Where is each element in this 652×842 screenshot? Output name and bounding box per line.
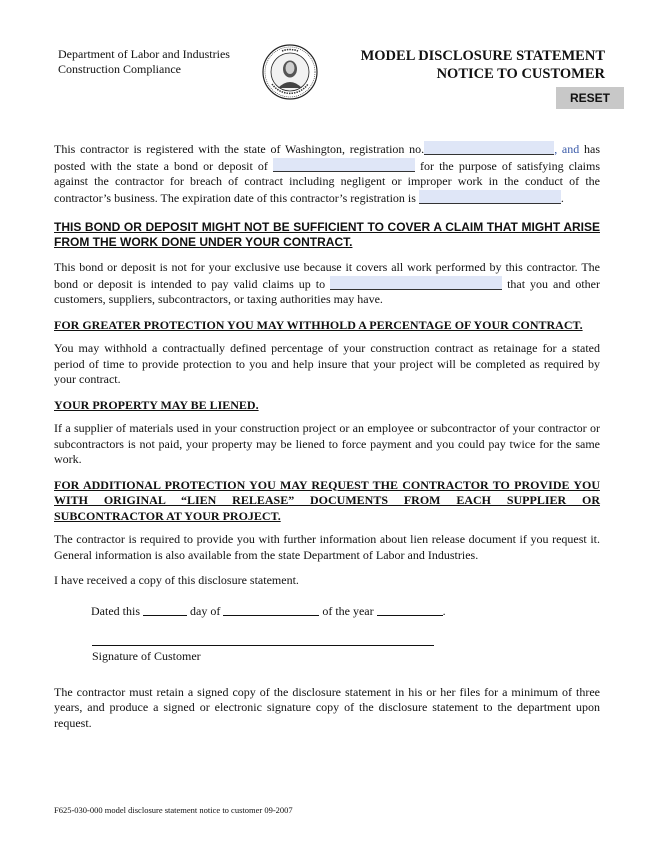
lien-paragraph: If a supplier of materials used in your construction project or an employee or subcontractor of your contractor or subcontractors is not paid, your property may be liened to force payment and you could pay twice for the same work. — [54, 421, 600, 466]
lien-release-paragraph: The contractor is required to provide you with further information about lien release document if you request it. General information is also available from the state Department of Labor and Industries. — [54, 532, 600, 562]
registration-number-field[interactable] — [424, 141, 554, 155]
bond-paragraph — [54, 260, 600, 308]
bond-text-2: that you and other customers, suppliers, subcontractors, or taxing authorities may have. — [54, 276, 600, 306]
bond-text-1: This bond or deposit is not for your exclusive use because it covers all work performed by this contractor. The bond or deposit is intended to pay valid claims up to — [54, 260, 600, 291]
signature-caption: Signature of Customer — [92, 649, 201, 663]
registration-paragraph — [54, 141, 600, 206]
retainage-paragraph: You may withhold a contractually defined percentage of your construction contract as retainage for a stated period of time to provide protection to you and help insure that your project will be completed as required by your contract. — [54, 341, 600, 386]
agency-name: Department of Labor and Industries — [58, 47, 230, 61]
expiration-date-field[interactable] — [419, 190, 561, 204]
agency-block — [58, 47, 230, 77]
title-line-1: MODEL DISCLOSURE STATEMENT — [360, 48, 605, 64]
retainage-heading: FOR GREATER PROTECTION YOU MAY WITHHOLD A PERCENTAGE OF YOUR CONTRACT. — [54, 317, 583, 332]
claims-limit-field[interactable] — [330, 276, 502, 290]
reset-button[interactable]: RESET — [556, 87, 624, 109]
received-statement: I have received a copy of this disclosure statement. — [54, 573, 299, 587]
intro-text-1: This contractor is registered with the state of Washington, registration no. — [54, 142, 425, 156]
bond-amount-field[interactable] — [273, 158, 415, 172]
lien-release-heading: FOR ADDITIONAL PROTECTION YOU MAY REQUEST THE CONTRACTOR TO PROVIDE YOU WITH ORIGINAL “LIEN RELEASE” DOCUMENTS FROM EACH SUPPLIER OR SUBCONTRACTOR AT YOUR PROJECT. — [54, 477, 600, 523]
dated-text-3: of the year — [322, 603, 374, 618]
state-seal-icon — [262, 44, 318, 100]
retention-paragraph: The contractor must retain a signed copy of the disclosure statement in his or her files for a minimum of three years, and produce a signed or electronic signature copy of the disclosure statement to the department upon request. — [54, 684, 600, 730]
day-blank — [143, 603, 187, 616]
statement-body — [54, 141, 600, 731]
intro-text-3: has posted with the state a bond or deposit of — [54, 142, 601, 173]
intro-text-2: , and — [554, 142, 580, 156]
lien-heading: YOUR PROPERTY MAY BE LIENED. — [54, 397, 259, 412]
dated-text-1: Dated this — [91, 603, 140, 618]
year-blank — [377, 603, 443, 616]
dated-line — [91, 603, 600, 620]
signature-line — [92, 645, 434, 646]
intro-text-5: . — [560, 190, 564, 205]
agency-division: Construction Compliance — [58, 62, 181, 76]
intro-text-4: for the purpose of satisfying claims against the contractor for breach of contract including negligent or improper work in the conduct of the contractor’s business. The expiration date of this contractor’s registration is — [54, 158, 601, 205]
bond-warning: THIS BOND OR DEPOSIT MIGHT NOT BE SUFFICIENT TO COVER A CLAIM THAT MIGHT ARISE FROM THE WORK DONE UNDER YOUR CONTRACT. — [54, 220, 600, 249]
month-blank — [223, 603, 319, 616]
document-title — [361, 47, 605, 83]
title-line-2: NOTICE TO CUSTOMER — [436, 66, 605, 82]
dated-text-4: . — [442, 603, 446, 618]
dated-text-2: day of — [190, 603, 221, 618]
form-footer: F625-030-000 model disclosure statement notice to customer 09-2007 — [54, 805, 293, 815]
